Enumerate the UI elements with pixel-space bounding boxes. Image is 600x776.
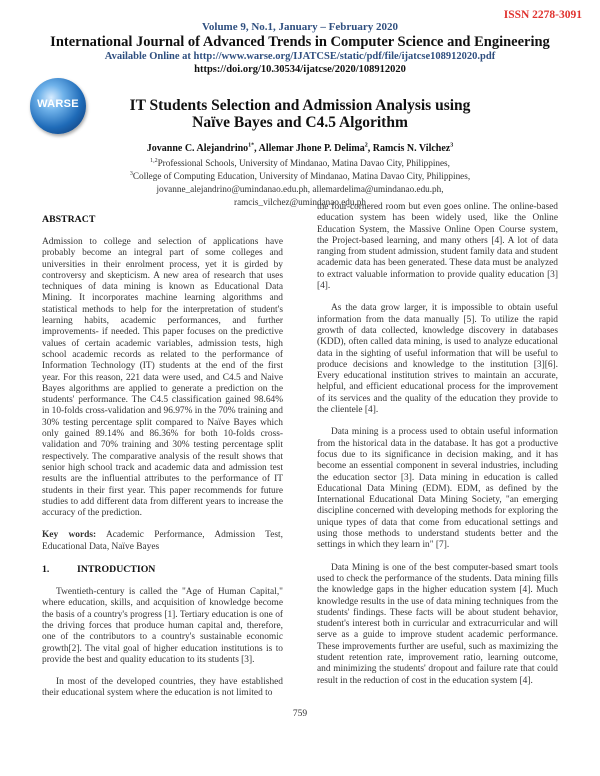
keywords-text: Academic Performance, Admission Test, Educational Data, Naïve Bayes — [42, 530, 284, 552]
available-online-link[interactable]: Available Online at http://www.warse.org/IJATCSE/static/pdf/file/ijatcse108912020.pdf — [104, 51, 496, 62]
right-paragraph-3: Data mining is a process used to obtain useful information from the historical data in the database. It has got a productive focus due to its significance in decision making, and it has become an essential component in several industries, including the education sector [3]. Data mining in education is called Educational Data Mining (EDM). EDM, as defined by the International Educational Data Mining Society, "an emerging discipline concerned with developing methods for exploring the unique types of data that come from educational settings and using those methods to understand students better and the settings in which they learn in" [7]. — [317, 427, 558, 551]
keywords — [42, 530, 283, 553]
abstract-heading: ABSTRACT — [42, 214, 96, 225]
intro-paragraph-2: In most of the developed countries, they have established their educational system where the education is not limited to — [42, 677, 283, 699]
aff-text: College of Computing Education, University of Mindanao, Matina Davao City, Philippines, — [132, 171, 471, 181]
abstract-text: Admission to college and selection of applications have probably become an integral part of some colleges and universities in their enrolment process, yet it is girded by controversy and skepticism. A new area of research that uses techniques of data mining is known as Educational Data Mining. It incorporates machine learning algorithms and statistical methods to help for the interpretation of student's learning habits, academic performances, and further improvements- if needed. This paper focuses on the predictive values of certain academic variables, admission tests, high school academic records as related to the performance of Information Technology (IT) students at the end of the first year. For this reason, 221 data were used, and C4.5 and Naive Bayes algorithms are applied to generate a prediction on the students' performance. The C4.5 classification gained 98.64% in 10-folds cross-validation and 96.97% in the 70% training and 30% testing percentage split compared to Naïve Bayes which only gained 89.14% and 86.36% for both 10-folds cross-validation and 70% training and 30% testing percentage split respectively. The comparative analysis of the result shows that senior high school track and academic data and admission test results are the influential attributes to the performance of IT students in their first year. This paper recommends for future studies to add different data from different years to increase the accuracy of the prediction. — [42, 237, 283, 519]
issn: ISSN 2278-3091 — [503, 9, 582, 21]
intro-paragraph-1: Twentieth-century is called the "Age of Human Capital," where education, skills, and acquisition of knowledge become the basis of a country's progress [1]. Tertiary education is one of the driving forces that produce human capital and, therefore, one of the contributors to a country's sustainable economic growth[2]. The vital goal of higher education institutions is to provide the best and quality education to its students [3]. — [42, 587, 283, 665]
intro-heading — [42, 564, 283, 576]
right-paragraph-2: As the data grow larger, it is impossible to obtain useful information from the data manually [5]. To utilize the rapid growth of data collected, knowledge discovery in databases (KDD), often called data mining, is used to analyze educational data in the sighting of useful information that will be useful to produce decisions and knowledge to the institution [3][6]. Every educational institution strives to maintain an accurate, helpful, and efficient educational process for the improvement of its services and the quality of the education they provide to the clientele [4]. — [317, 303, 558, 416]
author-name: Jovanne C. Alejandrino — [146, 143, 249, 154]
right-paragraph-4: Data Mining is one of the best computer-based smart tools used to check the performance of the students. Data mining fills the knowledge gaps in the higher education system [4]. Much knowledge results in the use of data mining techniques from the students' findings. These facts will be about student behavior, student's interest both in curricular and extracurricular and will serve as a guide to improve student academic performance. These improvements further are useful, such as maximizing the student retention rate, improvement ratio, learning outcome, and minimizing the students' dropout and failure rate that could result in the reduction of cost in the education system [4]. — [317, 562, 558, 686]
paper-title-line1: IT Students Selection and Admission Analysis using — [129, 97, 471, 114]
section-number: 1. — [42, 564, 50, 576]
author-name: Ramcis N. Vilchez — [372, 143, 451, 154]
right-column — [317, 202, 558, 700]
two-columns — [0, 202, 600, 700]
author-sup: 3 — [450, 142, 454, 149]
paper-title-line2: Naïve Bayes and C4.5 Algorithm — [192, 114, 408, 131]
page-number: 759 — [292, 708, 308, 719]
author-name: Allemar Jhone P. Delima — [258, 143, 365, 154]
volume-info: Volume 9, No.1, January – February 2020 — [201, 21, 399, 33]
aff-text: Professional Schools, University of Mindanao, Matina Davao City, Philippines, — [157, 158, 450, 168]
aff-sup: 1,2 — [150, 157, 158, 164]
author-sup: 2 — [364, 142, 368, 149]
journal-title: International Journal of Advanced Trends in Computer Science and Engineering — [50, 34, 550, 50]
aff-sup: 3 — [129, 170, 133, 177]
emails: ramcis_vilchez@umindanao.edu.ph — [234, 197, 366, 207]
author-sup: 1* — [248, 142, 255, 149]
logo-text: WARSE — [37, 98, 79, 110]
right-paragraph-1: the four-cornered room but even goes online. The online-based education system has been widely used, like the Online Education System, the Massive Online Open Course system, the Project-based learning, and many others [4]. A lot of data ranging from student admission, student family data and student academic data has been generated. These data must be analyzed to extract valuable information to provide quality education [3][4]. — [317, 202, 558, 292]
authors: Jovanne C. Alejandrino$^{1*}$, Allemar Jhone P. Delima$^2$, Ramcis N. Vilchez$^3$ — [146, 142, 454, 154]
emails: jovanne_alejandrino@umindanao.edu.ph, allemardelima@umindanao.edu.ph, — [156, 184, 444, 194]
keywords-label: Key words: — [42, 530, 97, 541]
left-column — [42, 202, 283, 700]
doi-link[interactable]: https://doi.org/10.30534/ijatcse/2020/108912020 — [194, 64, 406, 75]
section-title: INTRODUCTION — [77, 564, 156, 576]
